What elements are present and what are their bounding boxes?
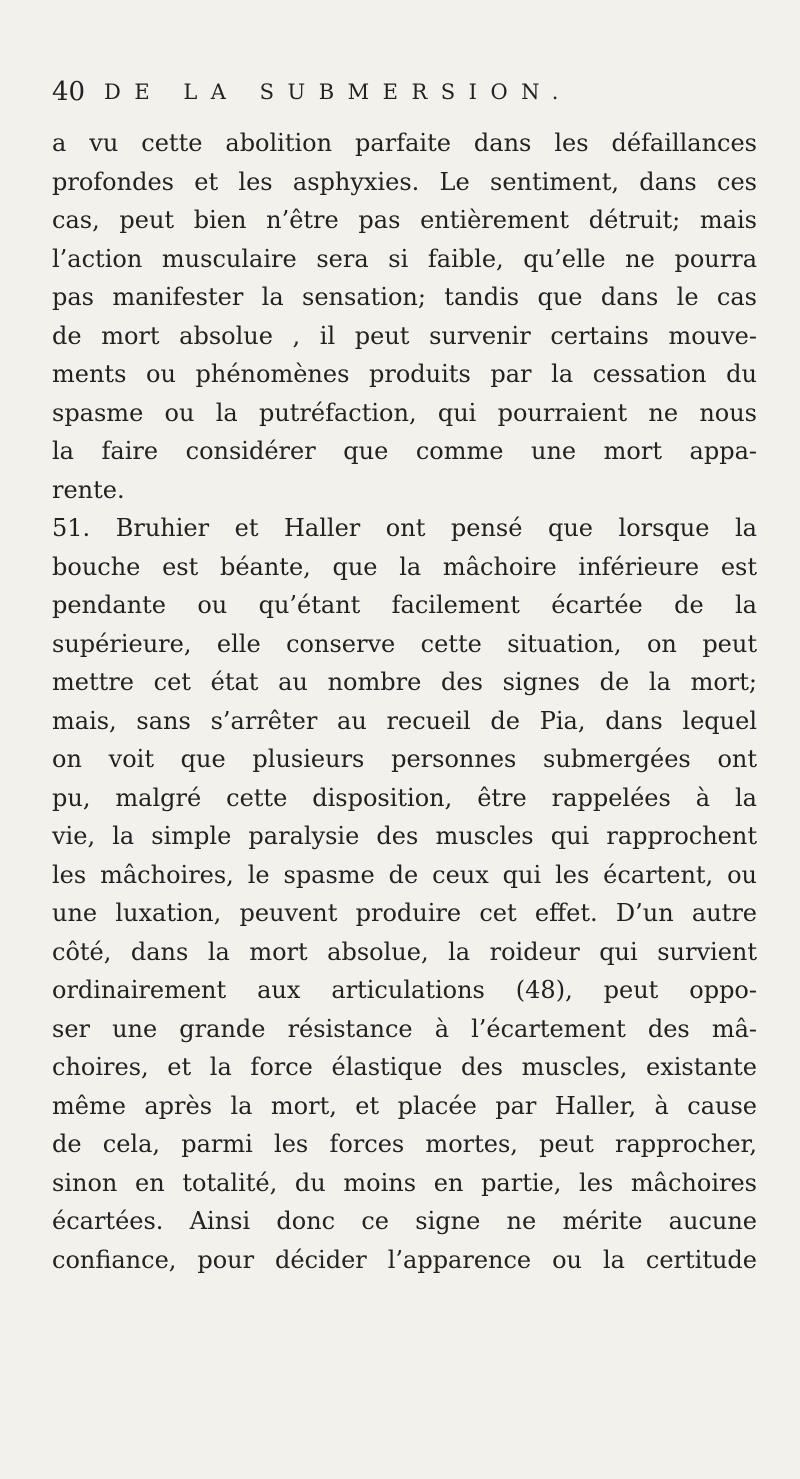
text-line: cas, peut bien n’être pas entièrement détruit; mais <box>52 206 757 234</box>
text-line: mais, sans s’arrêter au recueil de Pia, dans lequel <box>52 706 757 735</box>
text-line: une luxation, peuvent produire cet effet. D’un autre <box>52 899 757 927</box>
text-line: les mâchoires, le spasme de ceux qui les écartent, ou <box>52 860 757 889</box>
text-line: de mort absolue , il peut survenir certains mouve- <box>52 321 757 350</box>
text-line: bouche est béante, que la mâchoire inférieure est <box>52 552 757 581</box>
text-line: on voit que plusieurs personnes submergées ont <box>52 745 757 773</box>
text-line: l’action musculaire sera si faible, qu’elle ne pourra <box>52 244 757 273</box>
text-line: ordinairement aux articulations (48), peut oppo- <box>52 976 757 1004</box>
text-line: côté, dans la mort absolue, la roideur qui survient <box>52 937 757 966</box>
text-line: a vu cette abolition parfaite dans les défaillances <box>52 129 757 157</box>
text-line: pu, malgré cette disposition, être rappelées à la <box>52 783 757 812</box>
running-head <box>52 72 692 112</box>
text-line: vie, la simple paralysie des muscles qui rapprochent <box>52 822 757 850</box>
text-line: ser une grande résistance à l’écartement des mâ- <box>52 1014 757 1043</box>
text-line: 51. Bruhier et Haller ont pensé que lorsque la <box>52 514 757 542</box>
text-line: écartées. Ainsi donc ce signe ne mérite aucune <box>52 1207 757 1235</box>
text-line: sinon en totalité, du moins en partie, les mâchoires <box>52 1168 757 1197</box>
text-line: supérieure, elle conserve cette situation, on peut <box>52 629 757 658</box>
text-line: pas manifester la sensation; tandis que dans le cas <box>52 283 757 311</box>
text-line: spasme ou la putréfaction, qui pourraient ne nous <box>52 398 757 427</box>
text-line: rente. <box>52 475 125 504</box>
text-line: mettre cet état au nombre des signes de la mort; <box>52 668 757 696</box>
text-line: confiance, pour décider l’apparence ou la certitude <box>52 1245 757 1274</box>
page-number: 40 <box>52 77 86 107</box>
text-line: choires, et la force élastique des muscles, existante <box>52 1053 757 1081</box>
text-line: ments ou phénomènes produits par la cessation du <box>52 360 757 388</box>
text-line: pendante ou qu’étant facilement écartée de la <box>52 591 757 619</box>
running-head-title: DE LA SUBMERSION. <box>104 80 572 104</box>
text-line: même après la mort, et placée par Haller, à cause <box>52 1091 757 1120</box>
body-text <box>52 124 772 1279</box>
text-line: la faire considérer que comme une mort appa- <box>52 437 757 465</box>
text-line: profondes et les asphyxies. Le sentiment, dans ces <box>52 167 757 196</box>
text-line: de cela, parmi les forces mortes, peut rapprocher, <box>52 1130 757 1158</box>
